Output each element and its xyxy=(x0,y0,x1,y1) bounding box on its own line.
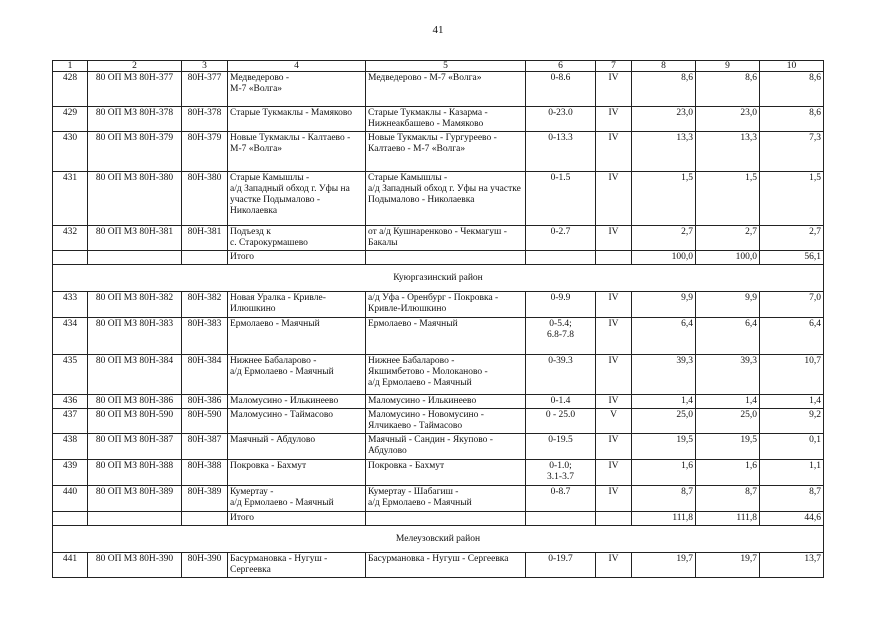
km-range xyxy=(526,553,596,578)
district-name: Куюргазинский район xyxy=(53,265,824,292)
registration-number: 80 ОП МЗ 80Н-377 xyxy=(88,72,182,107)
road-category: IV xyxy=(596,292,632,318)
table-row xyxy=(53,107,824,132)
cell-line: Басурмановка - Нугуш - Сергеевка xyxy=(368,554,509,564)
empty-cell xyxy=(182,512,228,526)
road-code: 80Н-380 xyxy=(182,172,228,226)
registration-number: 80 ОП МЗ 80Н-383 xyxy=(88,318,182,355)
cell-line: Ермолаево - Маячный xyxy=(368,319,458,329)
road-route xyxy=(366,409,526,434)
total-value: 56,1 xyxy=(760,251,824,265)
road-category: IV xyxy=(596,226,632,251)
length-value: 13,3 xyxy=(632,132,696,172)
km-range xyxy=(526,72,596,107)
road-route xyxy=(366,355,526,395)
cell-line: М-7 «Волга» xyxy=(230,144,283,154)
cell-line: 0-1.0; xyxy=(549,461,572,471)
road-category: IV xyxy=(596,553,632,578)
road-code: 80Н-389 xyxy=(182,486,228,512)
cell-line: а/д Ермолаево - Маячный xyxy=(368,378,472,388)
cell-line: 0-5.4; xyxy=(549,319,572,329)
length-value: 25,0 xyxy=(632,409,696,434)
length-value: 19,5 xyxy=(696,434,760,460)
cell-line: 0-23.0 xyxy=(548,108,573,118)
cell-line: Новые Тукмаклы - Гургуреево - xyxy=(368,133,497,143)
empty-cell xyxy=(88,251,182,265)
km-range xyxy=(526,486,596,512)
cell-line: Басурмановка - Нугуш - xyxy=(230,554,328,564)
km-range xyxy=(526,395,596,409)
registration-number: 80 ОП МЗ 80Н-390 xyxy=(88,553,182,578)
registration-number: 80 ОП МЗ 80Н-382 xyxy=(88,292,182,318)
table-row xyxy=(53,172,824,226)
road-code: 80Н-387 xyxy=(182,434,228,460)
empty-cell xyxy=(596,251,632,265)
empty-cell xyxy=(366,512,526,526)
length-value: 19,5 xyxy=(632,434,696,460)
road-code: 80Н-379 xyxy=(182,132,228,172)
km-range xyxy=(526,355,596,395)
road-name xyxy=(228,172,366,226)
registration-number: 80 ОП МЗ 80Н-389 xyxy=(88,486,182,512)
length-value: 1,6 xyxy=(632,460,696,486)
row-number: 435 xyxy=(53,355,88,395)
table-row xyxy=(53,395,824,409)
km-range xyxy=(526,409,596,434)
row-number: 430 xyxy=(53,132,88,172)
road-name xyxy=(228,553,366,578)
cell-line: Маломусино - Новомусино - xyxy=(368,410,484,420)
road-name xyxy=(228,72,366,107)
cell-line: Маячный - Сандин - Якупово - xyxy=(368,435,493,445)
total-row xyxy=(53,251,824,265)
district-name: Мелеузовский район xyxy=(53,526,824,553)
cell-line: 0 - 25.0 xyxy=(545,410,576,420)
km-range xyxy=(526,172,596,226)
empty-cell xyxy=(526,251,596,265)
cell-line: Якшимбетово - Молоканово - xyxy=(368,367,488,377)
km-range xyxy=(526,132,596,172)
cell-line: Подъезд к xyxy=(230,227,271,237)
cell-line: 0-13.3 xyxy=(548,133,573,143)
table-row xyxy=(53,486,824,512)
cell-line: 0-1.4 xyxy=(550,396,571,406)
cell-line: 0-19.7 xyxy=(548,554,573,564)
cell-line: Старые Камышлы - xyxy=(230,173,310,183)
total-row xyxy=(53,512,824,526)
road-name xyxy=(228,486,366,512)
column-number: 6 xyxy=(526,61,596,72)
road-name xyxy=(228,355,366,395)
row-number: 436 xyxy=(53,395,88,409)
page-number: 41 xyxy=(432,24,444,36)
registration-number: 80 ОП МЗ 80Н-384 xyxy=(88,355,182,395)
cell-line: с. Старокурмашево xyxy=(230,238,308,248)
road-route xyxy=(366,486,526,512)
road-route xyxy=(366,395,526,409)
road-category: IV xyxy=(596,460,632,486)
district-row xyxy=(53,265,824,292)
road-code: 80Н-382 xyxy=(182,292,228,318)
total-value: 111,8 xyxy=(632,512,696,526)
road-category: IV xyxy=(596,107,632,132)
total-value: 100,0 xyxy=(696,251,760,265)
cell-line: Медведерово - М-7 «Волга» xyxy=(368,73,482,83)
row-number: 438 xyxy=(53,434,88,460)
km-range xyxy=(526,434,596,460)
table-row xyxy=(53,409,824,434)
cell-line: Ялчикаево - Таймасово xyxy=(368,421,463,431)
road-category: IV xyxy=(596,72,632,107)
km-range xyxy=(526,318,596,355)
length-value: 10,7 xyxy=(760,355,824,395)
road-route xyxy=(366,172,526,226)
registration-number: 80 ОП МЗ 80Н-378 xyxy=(88,107,182,132)
table-row xyxy=(53,226,824,251)
road-name xyxy=(228,226,366,251)
length-value: 6,4 xyxy=(696,318,760,355)
column-number: 7 xyxy=(596,61,632,72)
length-value: 8,7 xyxy=(760,486,824,512)
length-value: 8,6 xyxy=(632,72,696,107)
empty-cell xyxy=(53,512,88,526)
road-name xyxy=(228,434,366,460)
length-value: 23,0 xyxy=(696,107,760,132)
length-value: 7,0 xyxy=(760,292,824,318)
road-code: 80Н-381 xyxy=(182,226,228,251)
length-value: 8,6 xyxy=(760,107,824,132)
length-value: 6,4 xyxy=(760,318,824,355)
length-value: 1,1 xyxy=(760,460,824,486)
length-value: 1,4 xyxy=(760,395,824,409)
row-number: 441 xyxy=(53,553,88,578)
row-number: 428 xyxy=(53,72,88,107)
cell-line: 6.8-7.8 xyxy=(547,330,574,340)
column-number-row xyxy=(53,61,824,72)
row-number: 437 xyxy=(53,409,88,434)
length-value: 7,3 xyxy=(760,132,824,172)
cell-line: 0-8.6 xyxy=(550,73,571,83)
row-number: 439 xyxy=(53,460,88,486)
row-number: 429 xyxy=(53,107,88,132)
cell-line: 0-2.7 xyxy=(550,227,571,237)
table-row xyxy=(53,553,824,578)
road-name xyxy=(228,460,366,486)
km-range xyxy=(526,226,596,251)
road-category: IV xyxy=(596,395,632,409)
row-number: 432 xyxy=(53,226,88,251)
roads-table xyxy=(52,60,824,578)
column-number: 2 xyxy=(88,61,182,72)
cell-line: 0-9.9 xyxy=(550,293,571,303)
table-row xyxy=(53,318,824,355)
row-number: 431 xyxy=(53,172,88,226)
length-value: 8,7 xyxy=(696,486,760,512)
road-route xyxy=(366,292,526,318)
total-value: 44,6 xyxy=(760,512,824,526)
empty-cell xyxy=(88,512,182,526)
registration-number: 80 ОП МЗ 80Н-386 xyxy=(88,395,182,409)
table-body xyxy=(53,61,824,578)
length-value: 19,7 xyxy=(696,553,760,578)
length-value: 8,6 xyxy=(696,72,760,107)
length-value: 39,3 xyxy=(696,355,760,395)
length-value: 25,0 xyxy=(696,409,760,434)
road-code: 80Н-386 xyxy=(182,395,228,409)
road-code: 80Н-384 xyxy=(182,355,228,395)
cell-line: Маломусино - Илькинеево xyxy=(368,396,477,406)
district-row xyxy=(53,526,824,553)
road-category: V xyxy=(596,409,632,434)
length-value: 2,7 xyxy=(696,226,760,251)
length-value: 8,6 xyxy=(760,72,824,107)
cell-line: Старые Тукмаклы - Мамяково xyxy=(230,108,353,118)
road-code: 80Н-383 xyxy=(182,318,228,355)
registration-number: 80 ОП МЗ 80Н-380 xyxy=(88,172,182,226)
column-number: 5 xyxy=(366,61,526,72)
cell-line: Нижнее Бабаларово - xyxy=(368,356,455,366)
length-value: 0,1 xyxy=(760,434,824,460)
table-row xyxy=(53,132,824,172)
total-label: Итого xyxy=(228,251,366,265)
road-route xyxy=(366,132,526,172)
cell-line: Маломусино - Илькинеево xyxy=(230,396,339,406)
column-number: 4 xyxy=(228,61,366,72)
road-category: IV xyxy=(596,486,632,512)
cell-line: Абдулово xyxy=(368,446,407,456)
length-value: 23,0 xyxy=(632,107,696,132)
empty-cell xyxy=(596,512,632,526)
road-route xyxy=(366,72,526,107)
length-value: 1,6 xyxy=(696,460,760,486)
road-code: 80Н-388 xyxy=(182,460,228,486)
cell-line: Подымалово - Николаевка xyxy=(368,195,475,205)
row-number: 434 xyxy=(53,318,88,355)
row-number: 440 xyxy=(53,486,88,512)
cell-line: а/д Западный обход г. Уфы на участке xyxy=(368,184,521,194)
total-value: 111,8 xyxy=(696,512,760,526)
cell-line: а/д Ермолаево - Маячный xyxy=(368,498,472,508)
column-number: 1 xyxy=(53,61,88,72)
cell-line: Маломусино - Таймасово xyxy=(230,410,334,420)
road-code: 80Н-378 xyxy=(182,107,228,132)
road-name xyxy=(228,292,366,318)
cell-line: Новая Уралка - Кривле- xyxy=(230,293,326,303)
cell-line: а/д Ермолаево - Маячный xyxy=(230,367,334,377)
cell-line: Кривле-Илюшкино xyxy=(368,304,447,314)
cell-line: а/д Западный обход г. Уфы на xyxy=(230,184,350,194)
registration-number: 80 ОП МЗ 80Н-590 xyxy=(88,409,182,434)
cell-line: а/д Ермолаево - Маячный xyxy=(230,498,334,508)
length-value: 9,9 xyxy=(696,292,760,318)
length-value: 1,5 xyxy=(696,172,760,226)
length-value: 2,7 xyxy=(760,226,824,251)
length-value: 8,7 xyxy=(632,486,696,512)
cell-line: Старые Камышлы - xyxy=(368,173,448,183)
km-range xyxy=(526,292,596,318)
cell-line: 0-39.3 xyxy=(548,356,573,366)
cell-line: Сергеевка xyxy=(230,565,271,575)
column-number: 10 xyxy=(760,61,824,72)
cell-line: 0-19.5 xyxy=(548,435,573,445)
cell-line: Нижнеакбашево - Мамяково xyxy=(368,119,484,129)
length-value: 9,9 xyxy=(632,292,696,318)
table-row xyxy=(53,460,824,486)
registration-number: 80 ОП МЗ 80Н-379 xyxy=(88,132,182,172)
column-number: 9 xyxy=(696,61,760,72)
cell-line: Маячный - Абдулово xyxy=(230,435,316,445)
registration-number: 80 ОП МЗ 80Н-381 xyxy=(88,226,182,251)
cell-line: Бакалы xyxy=(368,238,398,248)
total-value: 100,0 xyxy=(632,251,696,265)
column-number: 8 xyxy=(632,61,696,72)
empty-cell xyxy=(366,251,526,265)
road-code: 80Н-377 xyxy=(182,72,228,107)
length-value: 19,7 xyxy=(632,553,696,578)
length-value: 13,7 xyxy=(760,553,824,578)
length-value: 13,3 xyxy=(696,132,760,172)
cell-line: участке Подымалово - xyxy=(230,195,321,205)
cell-line: Илюшкино xyxy=(230,304,276,314)
empty-cell xyxy=(53,251,88,265)
road-code: 80Н-390 xyxy=(182,553,228,578)
road-category: IV xyxy=(596,434,632,460)
km-range xyxy=(526,107,596,132)
cell-line: 3.1-3.7 xyxy=(547,472,574,482)
length-value: 1,5 xyxy=(760,172,824,226)
cell-line: Калтаево - М-7 «Волга» xyxy=(368,144,466,154)
road-name xyxy=(228,318,366,355)
table-row xyxy=(53,434,824,460)
cell-line: от а/д Кушнаренково - Чекмагуш - xyxy=(368,227,507,237)
road-category: IV xyxy=(596,172,632,226)
road-route xyxy=(366,434,526,460)
cell-line: Новые Тукмаклы - Калтаево - xyxy=(230,133,351,143)
cell-line: Покровка - Бахмут xyxy=(368,461,445,471)
cell-line: М-7 «Волга» xyxy=(230,84,283,94)
cell-line: 0-8.7 xyxy=(550,487,571,497)
road-category: IV xyxy=(596,132,632,172)
road-route xyxy=(366,107,526,132)
cell-line: Ермолаево - Маячный xyxy=(230,319,320,329)
road-name xyxy=(228,395,366,409)
road-name xyxy=(228,107,366,132)
length-value: 1,4 xyxy=(632,395,696,409)
cell-line: а/д Уфа - Оренбург - Покровка - xyxy=(368,293,499,303)
cell-line: Николаевка xyxy=(230,206,278,216)
length-value: 6,4 xyxy=(632,318,696,355)
length-value: 1,5 xyxy=(632,172,696,226)
cell-line: Покровка - Бахмут xyxy=(230,461,307,471)
road-route xyxy=(366,226,526,251)
road-route xyxy=(366,553,526,578)
empty-cell xyxy=(526,512,596,526)
road-category: IV xyxy=(596,318,632,355)
length-value: 2,7 xyxy=(632,226,696,251)
km-range xyxy=(526,460,596,486)
road-code: 80Н-590 xyxy=(182,409,228,434)
length-value: 9,2 xyxy=(760,409,824,434)
table-row xyxy=(53,72,824,107)
cell-line: Кумертау - Шабагиш - xyxy=(368,487,459,497)
road-name xyxy=(228,409,366,434)
road-route xyxy=(366,460,526,486)
table-row xyxy=(53,292,824,318)
road-category: IV xyxy=(596,355,632,395)
cell-line: Медведерово - xyxy=(230,73,290,83)
registration-number: 80 ОП МЗ 80Н-387 xyxy=(88,434,182,460)
table-row xyxy=(53,355,824,395)
length-value: 1,4 xyxy=(696,395,760,409)
total-label: Итого xyxy=(228,512,366,526)
cell-line: 0-1.5 xyxy=(550,173,571,183)
cell-line: Кумертау - xyxy=(230,487,274,497)
cell-line: Старые Тукмаклы - Казарма - xyxy=(368,108,488,118)
cell-line: Нижнее Бабаларово - xyxy=(230,356,317,366)
road-route xyxy=(366,318,526,355)
length-value: 39,3 xyxy=(632,355,696,395)
road-name xyxy=(228,132,366,172)
row-number: 433 xyxy=(53,292,88,318)
column-number: 3 xyxy=(182,61,228,72)
registration-number: 80 ОП МЗ 80Н-388 xyxy=(88,460,182,486)
empty-cell xyxy=(182,251,228,265)
